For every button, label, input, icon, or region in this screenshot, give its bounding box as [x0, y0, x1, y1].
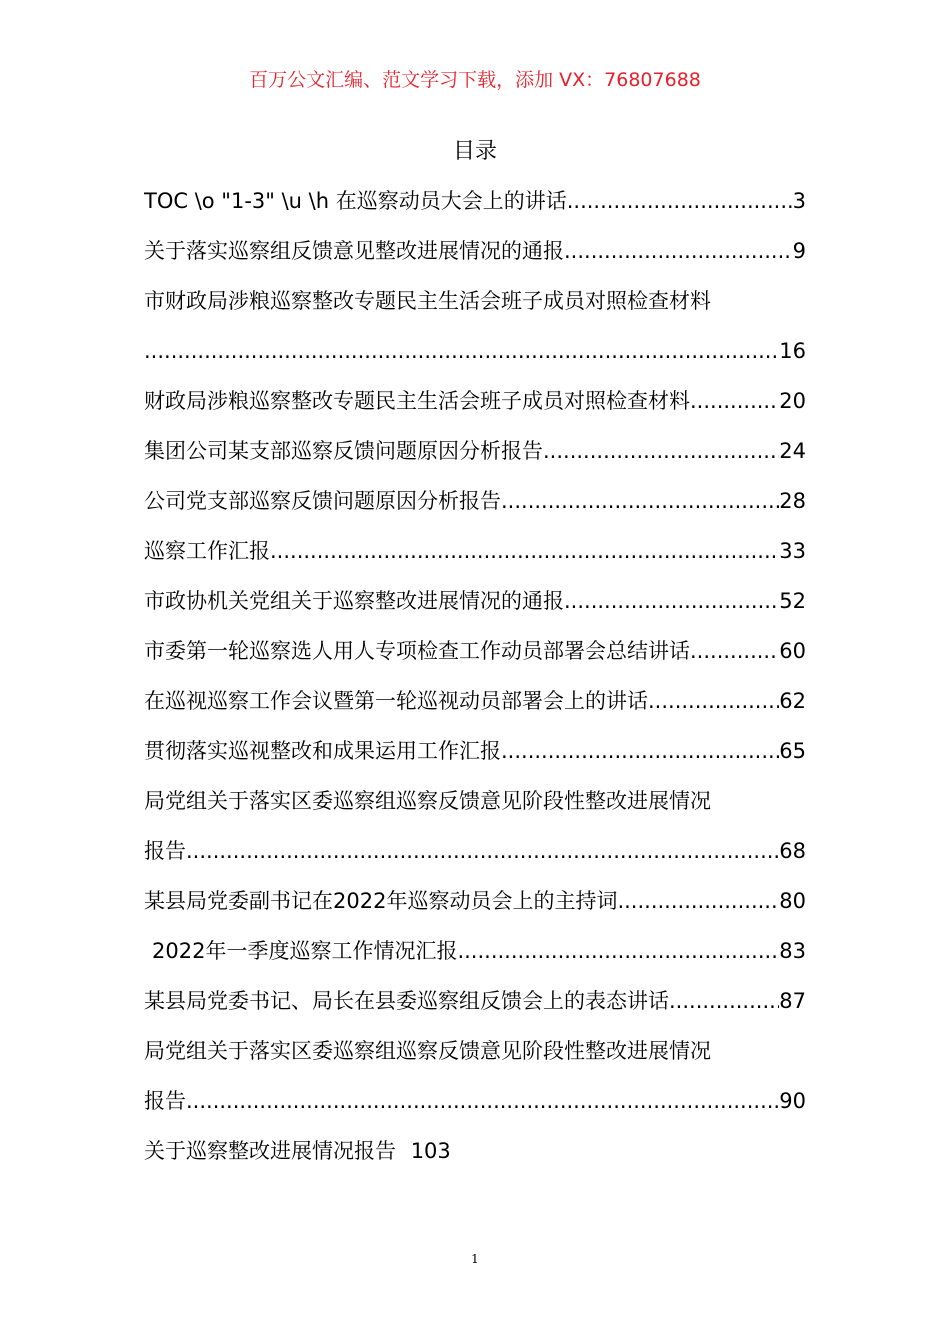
toc-entry[interactable]: [144, 426, 806, 476]
toc-entry-title: 某县局党委书记、局长在县委巡察组反馈会上的表态讲话: [144, 989, 669, 1013]
toc-entry-title: 市委第一轮巡察选人用人专项检查工作动员部署会总结讲话: [144, 639, 690, 663]
toc-entry[interactable]: [144, 726, 806, 776]
watermark-banner: 百万公文汇编、范文学习下载，添加 VX：76807688: [249, 69, 701, 91]
dot-leader: [186, 1076, 779, 1126]
toc-entry-page: 60: [779, 639, 806, 663]
toc-entry[interactable]: [144, 626, 806, 676]
dot-leader: [617, 876, 779, 926]
toc-entry-title: 2022年一季度巡察工作情况汇报: [152, 939, 458, 963]
toc-entry[interactable]: [144, 576, 806, 626]
toc-entry-page: 68: [779, 839, 806, 863]
toc-entry[interactable]: [144, 226, 806, 276]
toc-entry-title: 贯彻落实巡视整改和成果运用工作汇报: [144, 739, 501, 763]
toc-entry-page: 33: [779, 539, 806, 563]
dot-leader: [564, 576, 779, 626]
toc-entry-page: 3: [792, 189, 806, 213]
toc-entry-title: 关于落实巡察组反馈意见整改进展情况的通报: [144, 239, 564, 263]
toc-entry-page: 52: [779, 589, 806, 613]
toc-entry-title: 局党组关于落实区委巡察组巡察反馈意见阶段性整改进展情况: [144, 789, 711, 813]
toc-entry[interactable]: [144, 676, 806, 726]
toc-entry-page: 83: [779, 939, 806, 963]
toc-entry-title: 局党组关于落实区委巡察组巡察反馈意见阶段性整改进展情况: [144, 1039, 711, 1063]
toc-entry-title-continuation: 报告: [144, 839, 186, 863]
toc-entry-continuation[interactable]: [144, 1076, 806, 1126]
toc-entry-title: 市政协机关党组关于巡察整改进展情况的通报: [144, 589, 564, 613]
dot-leader: [690, 626, 779, 676]
toc-title: 目录: [452, 139, 497, 164]
dot-leader: [648, 676, 779, 726]
dot-leader: [186, 826, 779, 876]
toc-entry-page: 16: [779, 339, 806, 363]
dot-leader: [564, 226, 793, 276]
toc-entry-page: 87: [779, 989, 806, 1013]
dot-leader: [543, 426, 779, 476]
toc-entry-line[interactable]: [144, 276, 806, 326]
toc-entry[interactable]: [144, 526, 806, 576]
toc-entry-title: 财政局涉粮巡察整改专题民主生活会班子成员对照检查材料: [144, 389, 690, 413]
toc-entry[interactable]: [144, 876, 806, 926]
dot-leader: [144, 326, 779, 376]
toc-entry-page: 103: [410, 1139, 451, 1163]
toc-entry-page: 9: [792, 239, 806, 263]
toc-entry-title: 巡察工作汇报: [144, 539, 270, 563]
dot-leader: [501, 476, 779, 526]
toc-entry-page: 90: [779, 1089, 806, 1113]
toc-entry[interactable]: [144, 476, 806, 526]
toc-entry[interactable]: [144, 176, 806, 226]
toc-entry[interactable]: [144, 976, 806, 1026]
toc-entry-title: 某县局党委副书记在2022年巡察动员会上的主持词: [144, 889, 618, 913]
dot-leader: [501, 726, 779, 776]
table-of-contents: [144, 176, 806, 1176]
toc-entry-continuation[interactable]: [144, 826, 806, 876]
toc-entry-title-continuation: 报告: [144, 1089, 186, 1113]
toc-entry-line[interactable]: [144, 1026, 806, 1076]
toc-entry-title: 公司党支部巡察反馈问题原因分析报告: [144, 489, 501, 513]
toc-entry-continuation[interactable]: [144, 326, 806, 376]
dot-leader: [690, 376, 779, 426]
dot-leader: [457, 926, 779, 976]
dot-leader: [567, 176, 793, 226]
page-number: 1: [471, 1252, 479, 1266]
toc-entry-line[interactable]: [144, 776, 806, 826]
toc-entry-page: 80: [779, 889, 806, 913]
toc-entry[interactable]: [144, 1126, 806, 1176]
toc-entry-title: 在巡视巡察工作会议暨第一轮巡视动员部署会上的讲话: [144, 689, 648, 713]
toc-entry-page: 20: [779, 389, 806, 413]
dot-leader: [270, 526, 779, 576]
toc-entry-title: TOC \o "1-3" \u \h 在巡察动员大会上的讲话: [144, 189, 567, 213]
toc-entry-title: 集团公司某支部巡察反馈问题原因分析报告: [144, 439, 543, 463]
toc-entry-title: 关于巡察整改进展情况报告: [144, 1139, 396, 1163]
toc-entry-page: 62: [779, 689, 806, 713]
dot-leader: [669, 976, 779, 1026]
toc-entry[interactable]: [144, 926, 806, 976]
toc-entry-title: 市财政局涉粮巡察整改专题民主生活会班子成员对照检查材料: [144, 289, 711, 313]
toc-entry[interactable]: [144, 376, 806, 426]
toc-entry-page: 24: [779, 439, 806, 463]
toc-entry-page: 28: [779, 489, 806, 513]
toc-entry-page: 65: [779, 739, 806, 763]
